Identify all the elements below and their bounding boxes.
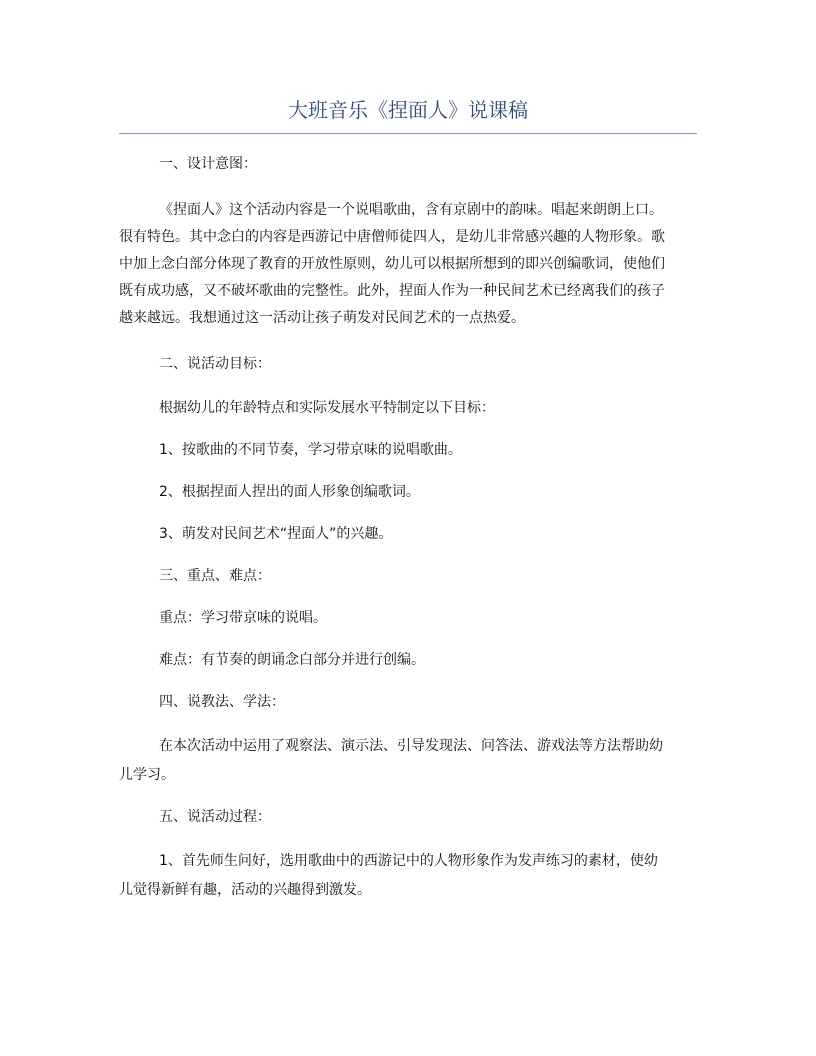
paragraph-line: 很有特色。其中念白的内容是西游记中唐僧师徒四人，是幼儿非常感兴趣的人物形象。歌 (119, 229, 665, 245)
heading-text: 一、设计意图： (159, 156, 257, 172)
goal-item-3 (119, 521, 699, 548)
section-heading-2 (119, 351, 699, 378)
heading-text: 五、说活动过程： (159, 809, 271, 825)
paragraph-line: 难点：有节奏的朗诵念白部分并进行创编。 (159, 652, 425, 668)
process-step-1 (119, 847, 699, 905)
goal-item-2 (119, 479, 699, 506)
key-point (119, 605, 699, 632)
heading-text: 四、说教法、学法： (159, 694, 285, 710)
paragraph-line: 儿觉得新鲜有趣，活动的兴趣得到激发。 (119, 882, 371, 898)
section-heading-1 (119, 151, 699, 178)
intro-paragraph (119, 197, 699, 332)
title-divider (119, 133, 697, 134)
paragraph-line: 在本次活动中运用了观察法、演示法、引导发现法、问答法、游戏法等方法帮助幼 (159, 738, 663, 754)
section-heading-4 (119, 689, 699, 716)
paragraph-line: 越来越远。我想通过这一活动让孩子萌发对民间艺术的一点热爱。 (119, 310, 525, 326)
heading-text: 二、说活动目标： (159, 356, 271, 372)
goals-intro (119, 395, 699, 422)
paragraph-line: 2、根据捏面人捏出的面人形象创编歌词。 (159, 484, 420, 500)
difficult-point (119, 647, 699, 674)
paragraph-line: 中加上念白部分体现了教育的开放性原则，幼儿可以根据所想到的即兴创编歌词，使他们 (119, 256, 665, 272)
section-heading-5 (119, 804, 699, 831)
section-heading-3 (119, 563, 699, 590)
document-title: 大班音乐《捏面人》说课稿 (288, 98, 528, 122)
paragraph-line: 根据幼儿的年龄特点和实际发展水平特制定以下目标： (159, 400, 495, 416)
methods-paragraph (119, 732, 699, 790)
paragraph-line: 重点：学习带京味的说唱。 (159, 610, 327, 626)
heading-text: 三、重点、难点： (159, 568, 271, 584)
goal-item-1 (119, 437, 699, 464)
paragraph-line: 既有成功感，又不破坏歌曲的完整性。此外，捏面人作为一种民间艺术已经离我们的孩子 (119, 283, 665, 299)
paragraph-line: 《捏面人》这个活动内容是一个说唱歌曲，含有京剧中的韵味。唱起来朗朗上口。 (159, 202, 663, 218)
paragraph-line: 1、首先师生问好，选用歌曲中的西游记中的人物形象作为发声练习的素材，使幼 (159, 853, 658, 869)
paragraph-line: 儿学习。 (119, 767, 175, 783)
paragraph-line: 3、萌发对民间艺术“捏面人”的兴趣。 (159, 526, 393, 542)
paragraph-line: 1、按歌曲的不同节奏，学习带京味的说唱歌曲。 (159, 442, 462, 458)
